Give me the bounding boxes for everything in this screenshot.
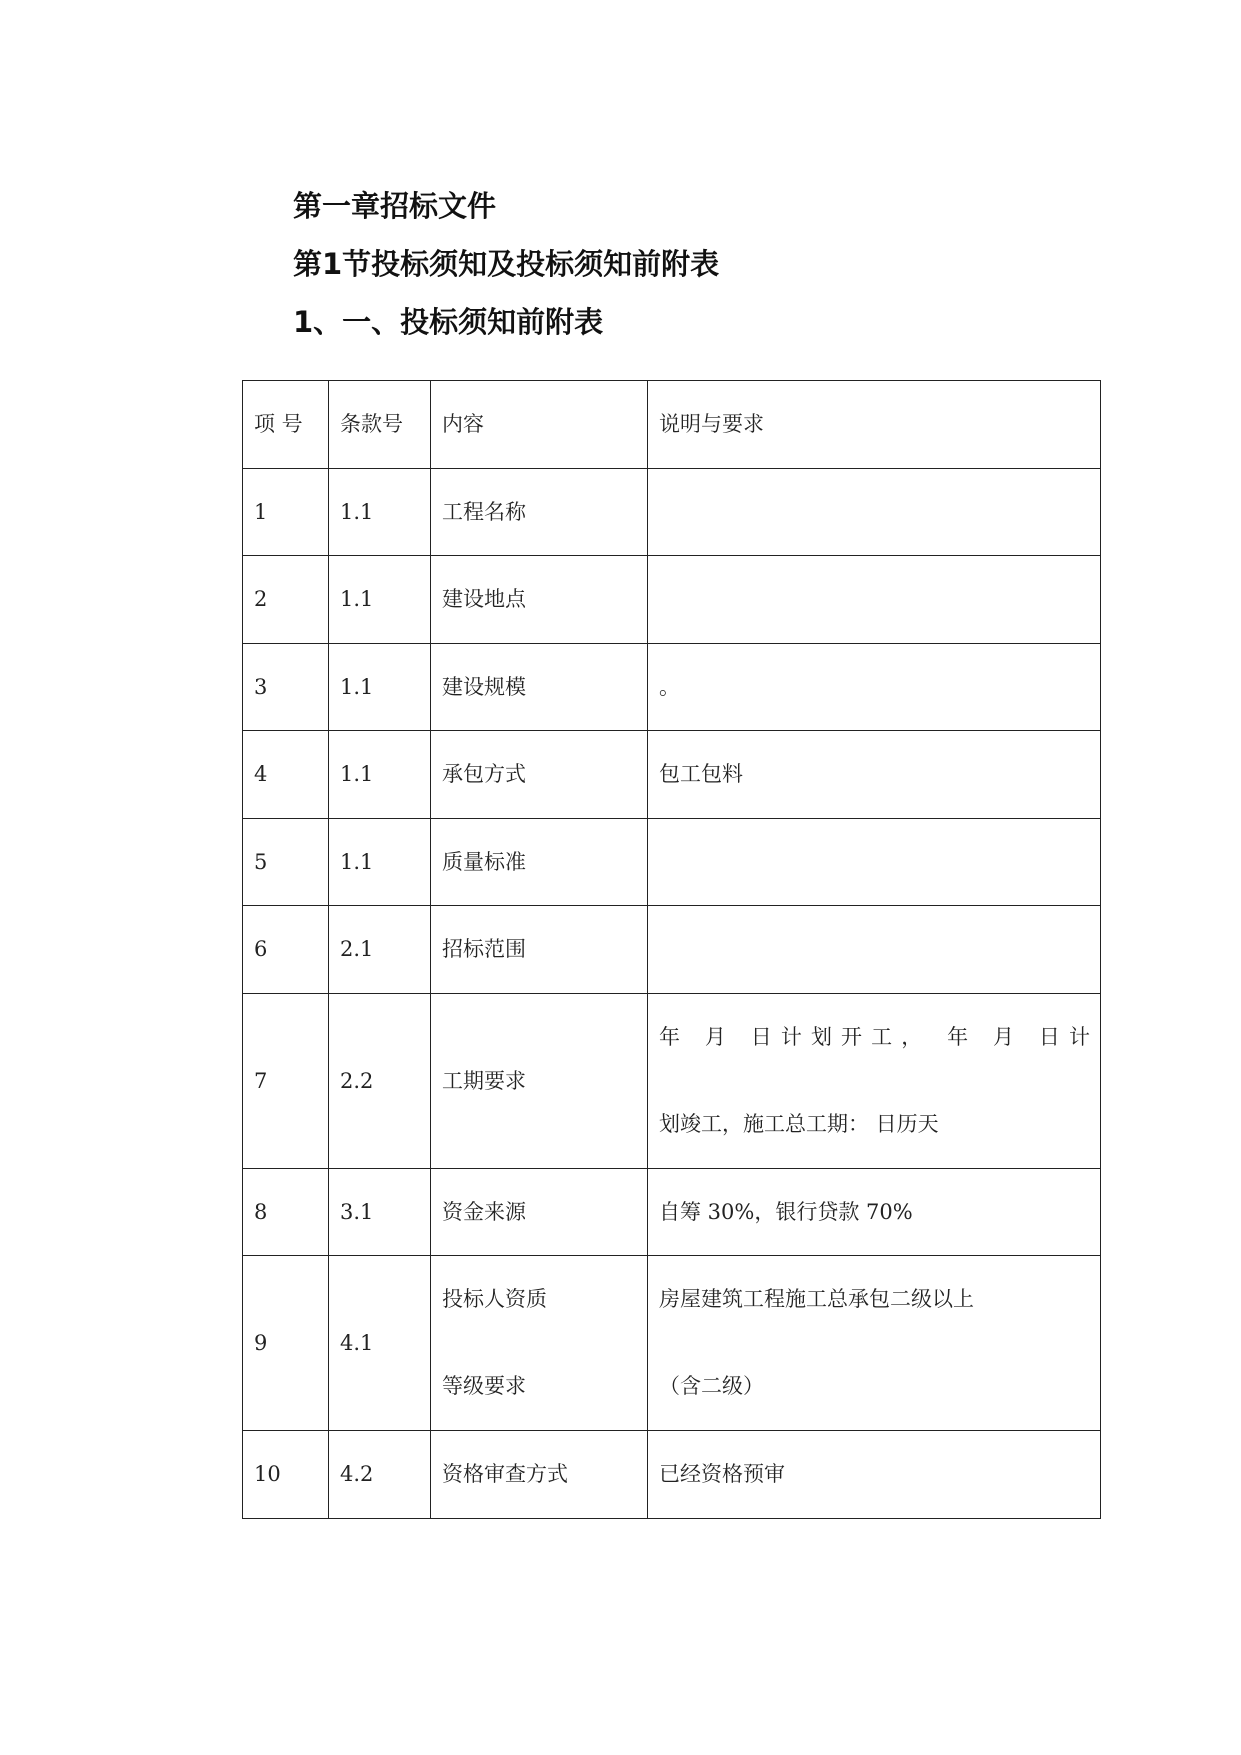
cell-item-no: 4 [243, 731, 329, 819]
cell-content: 招标范围 [431, 906, 648, 994]
bid-notice-table [242, 380, 1101, 1519]
table-row [243, 1431, 1101, 1519]
chapter-title: 第一章招标文件 [293, 189, 497, 223]
cell-content: 资金来源 [431, 1168, 648, 1256]
cell-content: 工期要求 [431, 993, 648, 1168]
cell-requirements: 包工包料 [648, 731, 1101, 819]
cell-requirements [648, 906, 1101, 994]
cell-clause-no: 1.1 [329, 818, 431, 906]
cell-requirements [648, 993, 1101, 1168]
header-clause-no: 条款号 [329, 381, 431, 469]
cell-requirements: 已经资格预审 [648, 1431, 1101, 1519]
cell-requirements [648, 468, 1101, 556]
section-title: 第1节投标须知及投标须知前附表 [293, 247, 720, 281]
requirements-line: 年 月 日计划开工， 年 月 日计 [659, 1024, 1090, 1049]
cell-item-no: 2 [243, 556, 329, 644]
cell-content [431, 1256, 648, 1431]
table-row [243, 1256, 1101, 1431]
cell-clause-no: 1.1 [329, 468, 431, 556]
cell-requirements: 自筹 30%，银行贷款 70% [648, 1168, 1101, 1256]
cell-requirements [648, 556, 1101, 644]
header-item-no: 项 号 [243, 381, 329, 469]
content-line: 投标人资质 [442, 1287, 547, 1311]
cell-clause-no: 2.1 [329, 906, 431, 994]
requirements-line: 房屋建筑工程施工总承包二级以上 [659, 1287, 974, 1311]
cell-content: 承包方式 [431, 731, 648, 819]
cell-clause-no: 4.2 [329, 1431, 431, 1519]
requirements-line: （含二级） [659, 1374, 764, 1398]
cell-requirements [648, 818, 1101, 906]
table-header-row [243, 381, 1101, 469]
cell-content: 质量标准 [431, 818, 648, 906]
cell-item-no: 8 [243, 1168, 329, 1256]
table-row [243, 731, 1101, 819]
table-row [243, 818, 1101, 906]
requirements-line: 划竣工，施工总工期： 日历天 [659, 1111, 939, 1136]
cell-content: 工程名称 [431, 468, 648, 556]
table-row [243, 906, 1101, 994]
cell-content: 建设地点 [431, 556, 648, 644]
cell-item-no: 6 [243, 906, 329, 994]
table-row [243, 556, 1101, 644]
table-row [243, 468, 1101, 556]
header-content: 内容 [431, 381, 648, 469]
cell-clause-no: 1.1 [329, 731, 431, 819]
cell-item-no: 1 [243, 468, 329, 556]
content-line: 等级要求 [442, 1374, 526, 1398]
cell-content: 建设规模 [431, 643, 648, 731]
subsection-title: 1、一、投标须知前附表 [293, 305, 604, 339]
table-row [243, 1168, 1101, 1256]
table-row [243, 643, 1101, 731]
cell-clause-no: 1.1 [329, 643, 431, 731]
cell-content: 资格审查方式 [431, 1431, 648, 1519]
cell-clause-no: 4.1 [329, 1256, 431, 1431]
cell-clause-no: 2.2 [329, 993, 431, 1168]
table-row [243, 993, 1101, 1168]
cell-clause-no: 3.1 [329, 1168, 431, 1256]
cell-clause-no: 1.1 [329, 556, 431, 644]
cell-item-no: 5 [243, 818, 329, 906]
cell-item-no: 7 [243, 993, 329, 1168]
cell-item-no: 10 [243, 1431, 329, 1519]
cell-item-no: 3 [243, 643, 329, 731]
cell-requirements [648, 1256, 1101, 1431]
cell-requirements: 。 [648, 643, 1101, 731]
cell-item-no: 9 [243, 1256, 329, 1431]
header-requirements: 说明与要求 [648, 381, 1101, 469]
